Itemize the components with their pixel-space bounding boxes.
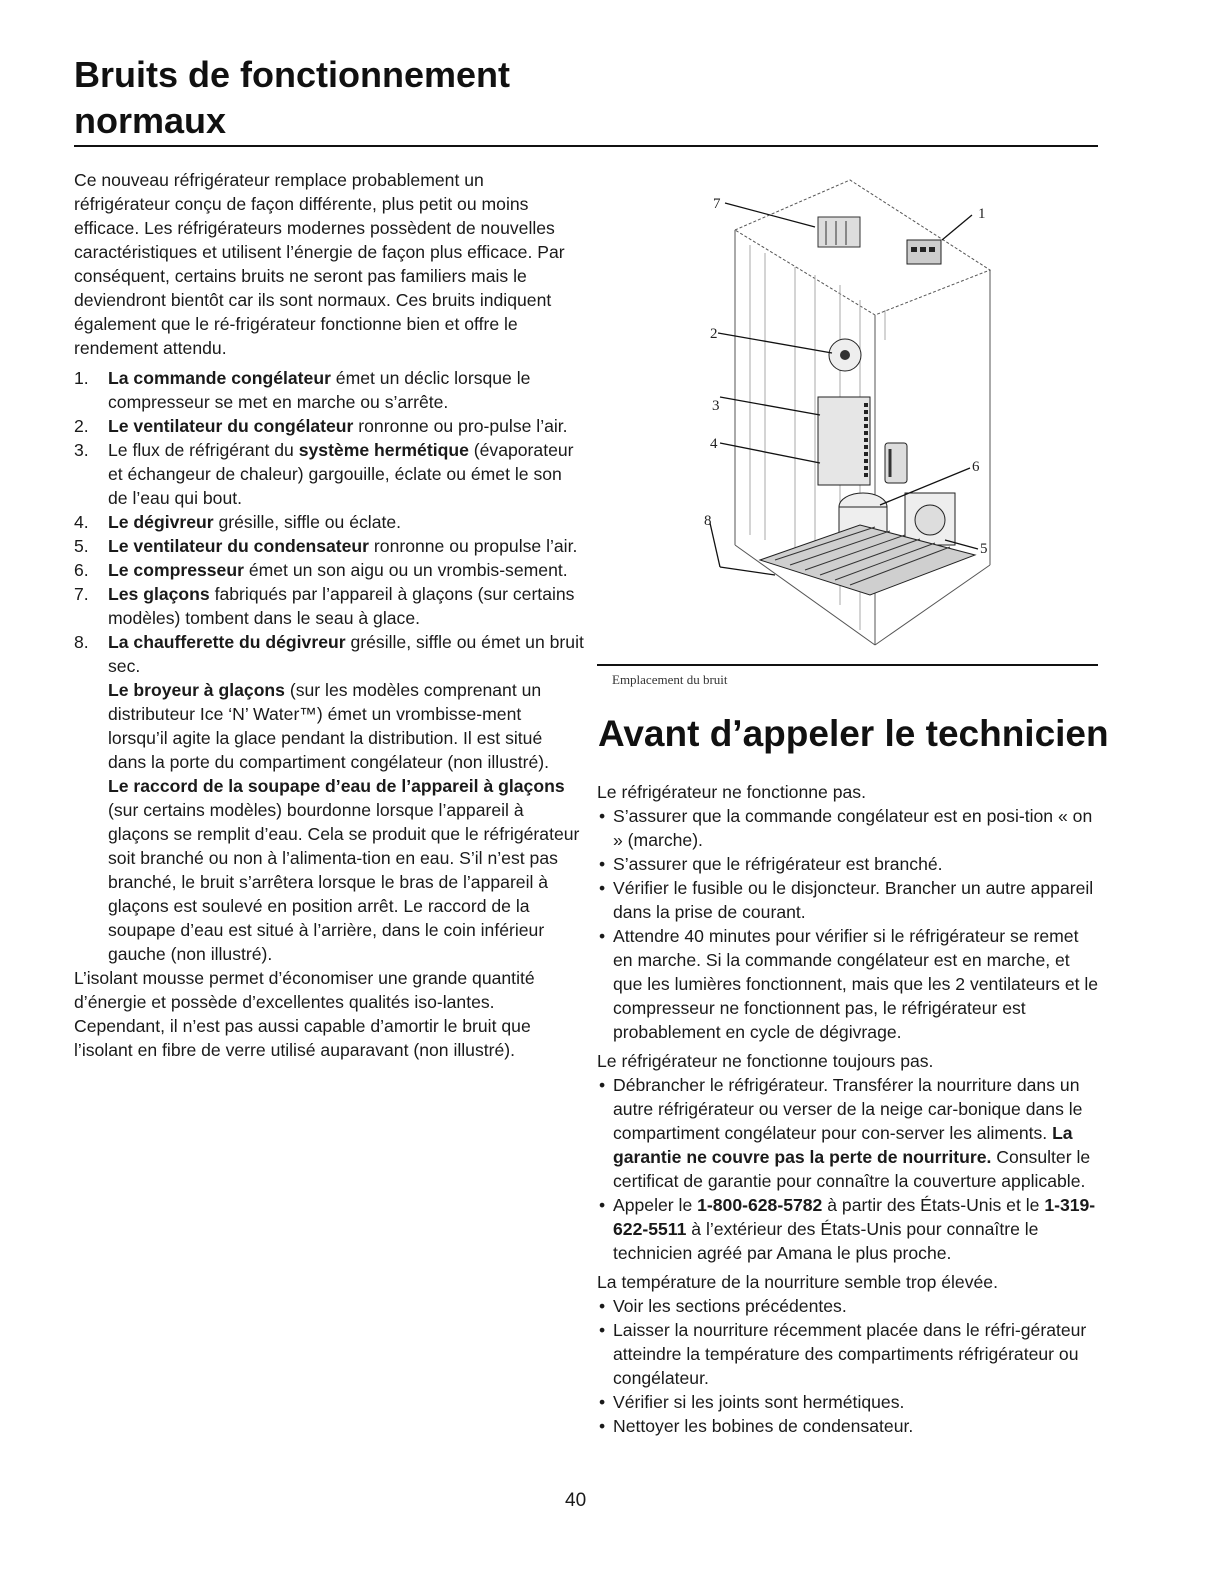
item-text: émet un déclic lorsque le compresseur se met en marche ou s’arrête. xyxy=(108,368,531,412)
check-list xyxy=(597,804,1100,1044)
item-term: Les glaçons xyxy=(108,584,210,604)
list-item: • Débrancher le réfrigérateur. Transférer la nourriture dans un autre réfrigérateur ou verser de la neige car-bonique dans le compartiment congélateur pour con-server les aliments. La garantie ne couvre pas la perte de nourriture. Consulter le certificat de garantie pour connaître la couverture applicable. xyxy=(599,1075,1091,1191)
insulation-paragraph: L’isolant mousse permet d’économiser une grande quantité d’énergie et possède d’excellentes qualités iso-lantes. Cependant, il n’est pas aussi capable d’amortir le bruit que l’isolant en fibre de verre utilisé auparavant (non illustré). xyxy=(74,968,535,1060)
symptom-heading: La température de la nourriture semble trop élevée. xyxy=(597,1272,998,1292)
item-text: ronronne ou pro-pulse l’air. xyxy=(353,416,568,436)
condenser-fan-component xyxy=(905,493,955,545)
list-item xyxy=(74,534,584,558)
item-text: Voir les sections précédentes. xyxy=(613,1296,847,1316)
list-item xyxy=(74,510,584,534)
item-text: Laisser la nourriture récemment placée dans le réfri-gérateur atteindre la température des compartiments réfrigérateur ou congélateur. xyxy=(613,1320,1087,1388)
item-term: Le dégivreur xyxy=(108,512,214,532)
item-text: grésille, siffle ou émet un bruit sec. xyxy=(108,632,584,676)
freezer-control-component xyxy=(907,240,941,264)
item-number: 3. xyxy=(74,440,89,460)
item-text: S’assurer que la commande congélateur est en posi-tion « on » (marche). xyxy=(613,806,1093,850)
list-item xyxy=(74,414,584,438)
item-text: Attendre 40 minutes pour vérifier si le réfrigérateur se remet en marche. Si la commande congélateur est en marche, et que les lumières fonctionnent, mais que les 2 ventilateurs et le compresseur ne fonctionnent pas, le réfrigérateur est probablement en cycle de dégivrage. xyxy=(613,926,1099,1042)
check-list xyxy=(597,1073,1100,1265)
page-number: 40 xyxy=(565,1490,587,1511)
label-5: 5 xyxy=(980,541,988,557)
list-item: • S’assurer que le réfrigérateur est branché. xyxy=(599,854,943,874)
item-text: Consulter le certificat de garantie pour connaître la couverture applicable. xyxy=(613,1147,1091,1191)
evaporator-component xyxy=(818,397,870,485)
label-8: 8 xyxy=(704,513,712,529)
label-4: 4 xyxy=(710,436,718,452)
item-number: 5. xyxy=(74,536,89,556)
list-item xyxy=(74,630,584,678)
item-number: 6. xyxy=(74,560,89,580)
figure-divider xyxy=(597,664,1098,666)
list-item: • Voir les sections précédentes. xyxy=(599,1296,847,1316)
item-text: émet un son aigu ou un vrombis-sement. xyxy=(243,560,568,580)
warranty-warning: La garantie ne couvre pas la perte de nourriture. xyxy=(613,1123,1073,1167)
note-term: Le broyeur à glaçons xyxy=(108,680,285,700)
item-number: 1. xyxy=(74,368,89,388)
right-column xyxy=(597,780,1100,1443)
intro-paragraph: Ce nouveau réfrigérateur remplace probablement un réfrigérateur conçu de façon différente, plus petit ou moins efficace. Les réfrigérateurs modernes possèdent de nouvelles caractéristiques et utilisent l’énergie de façon plus efficace. Par conséquent, certains bruits ne seront pas familiers mais le deviendront bientôt car ils sont normaux. Ces bruits indiquent également que le ré-frigérateur fonctionne bien et offre le rendement attendu. xyxy=(74,170,565,358)
page-title: Bruits de fonctionnement normaux xyxy=(74,54,511,141)
ice-maker-component xyxy=(818,217,860,247)
item-text: ronronne ou propulse l’air. xyxy=(369,536,578,556)
item-term: La commande congélateur xyxy=(108,368,331,388)
label-1: 1 xyxy=(978,206,986,222)
figure-caption: Emplacement du bruit xyxy=(612,672,728,687)
label-6: 6 xyxy=(972,459,980,475)
item-text: grésille, siffle ou éclate. xyxy=(213,512,402,532)
item-text: S’assurer que le réfrigérateur est branché. xyxy=(613,854,943,874)
list-item: • Laisser la nourriture récemment placée dans le réfri-gérateur atteindre la température des compartiments réfrigérateur ou congélateur. xyxy=(599,1320,1087,1388)
list-item xyxy=(74,366,584,414)
note-text: (sur les modèles comprenant un distributeur Ice ‘N’ Water™) émet un vrombisse-ment lorsqu’il agite la glace pendant la distribution. Il est situé dans la porte du compartiment congélateur (non illustré). xyxy=(108,680,550,772)
item-term: système hermétique xyxy=(298,440,469,460)
list-item xyxy=(74,582,584,630)
item-number: 7. xyxy=(74,584,89,604)
item-text: à l’extérieur des États-Unis pour connaître le technicien agréé par Amana le plus proche. xyxy=(613,1219,1039,1263)
phone-us: 1-800-628-5782 xyxy=(697,1195,823,1215)
item-text: Appeler le xyxy=(613,1195,698,1215)
freezer-fan-component xyxy=(829,339,861,371)
item-term: Le compresseur xyxy=(108,560,244,580)
list-item: • S’assurer que la commande congélateur est en posi-tion « on » (marche). xyxy=(599,806,1093,850)
item-text: Débrancher le réfrigérateur. Transférer la nourriture dans un autre réfrigérateur ou verser de la neige car-bonique dans le compartiment congélateur pour con-server les aliments. xyxy=(613,1075,1083,1143)
label-3: 3 xyxy=(712,398,720,414)
item-text: Vérifier le fusible ou le disjoncteur. Brancher un autre appareil dans la prise de courant. xyxy=(613,878,1094,922)
item-term: Le ventilateur du congélateur xyxy=(108,416,354,436)
item-text: Nettoyer les bobines de condensateur. xyxy=(613,1416,914,1436)
item-pretext: Le flux de réfrigérant du xyxy=(108,440,299,460)
refrigerator-noise-diagram xyxy=(600,175,1100,660)
phone-intl: 1-319-622-5511 xyxy=(613,1195,1096,1239)
ice-crusher-note xyxy=(74,678,584,774)
item-text: Vérifier si les joints sont hermétiques. xyxy=(613,1392,905,1412)
list-item: • Attendre 40 minutes pour vérifier si le réfrigérateur se remet en marche. Si la commande congélateur est en marche, et que les lumières fonctionnent, mais que les 2 ventilateurs et le compresseur ne fonctionnent pas, le réfrigérateur est probablement en cycle de dégivrage. xyxy=(599,926,1099,1042)
check-list xyxy=(597,1294,1100,1438)
symptom-heading: Le réfrigérateur ne fonctionne pas. xyxy=(597,782,866,802)
label-2: 2 xyxy=(710,326,718,342)
water-valve-note xyxy=(74,774,584,966)
noise-list xyxy=(74,366,584,678)
list-item xyxy=(74,438,584,510)
item-term: La chaufferette du dégivreur xyxy=(108,632,346,652)
label-7: 7 xyxy=(713,196,721,212)
item-number: 2. xyxy=(74,416,89,436)
item-number: 8. xyxy=(74,632,89,652)
symptom-heading: Le réfrigérateur ne fonctionne toujours pas. xyxy=(597,1051,934,1071)
note-text: (sur certains modèles) bourdonne lorsque l’appareil à glaçons se remplit d’eau. Cela se produit que le réfrigérateur soit branché ou non à l’alimenta-tion en eau. S’il n’est pas branché, le bruit s’arrêtera lorsque le bras de l’appareil à glaçons est soulevé en position arrêt. Le raccord de la soupape d’eau est situé à l’arrière, dans le coin inférieur gauche (non illustré). xyxy=(108,800,580,964)
item-text: (évaporateur et échangeur de chaleur) gargouille, éclate ou émet le son de l’eau qui bout. xyxy=(108,440,574,508)
section-heading: Avant d’appeler le technicien xyxy=(598,713,1109,754)
note-term: Le raccord de la soupape d’eau de l’appareil à glaçons xyxy=(108,776,565,796)
list-item: • Vérifier si les joints sont hermétiques. xyxy=(599,1392,905,1412)
list-item: • Vérifier le fusible ou le disjoncteur. Brancher un autre appareil dans la prise de courant. xyxy=(599,878,1094,922)
item-text: fabriqués par l’appareil à glaçons (sur certains modèles) tombent dans le seau à glace. xyxy=(108,584,575,628)
item-term: Le ventilateur du condensateur xyxy=(108,536,370,556)
title-divider xyxy=(74,145,1098,147)
light-component xyxy=(885,443,907,483)
item-text: à partir des États-Unis et le xyxy=(822,1195,1045,1215)
left-column xyxy=(74,168,584,1062)
list-item: • Nettoyer les bobines de condensateur. xyxy=(599,1416,914,1436)
item-number: 4. xyxy=(74,512,89,532)
list-item xyxy=(74,558,584,582)
list-item: • Appeler le 1-800-628-5782 à partir des États-Unis et le 1-319-622-5511 à l’extérieur des États-Unis pour connaître le technicien agréé par Amana le plus proche. xyxy=(599,1195,1096,1263)
